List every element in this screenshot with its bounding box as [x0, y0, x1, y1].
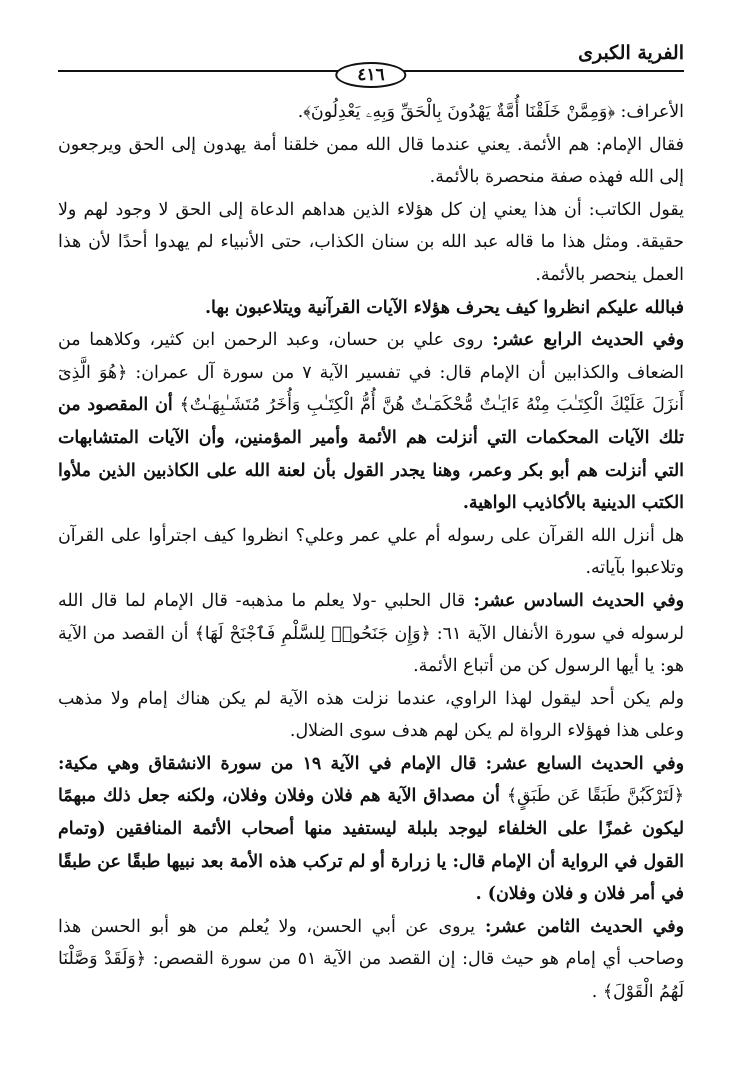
quran-verse: ﴿هُوَ الَّذِىٓ أَنزَلَ عَلَيْكَ الْكِتَـٰبَ مِنْهُ ءَايَـٰتٌ مُّحْكَمَـٰتٌ هُنَّ أُمُّ الْكِتَـٰبِ وَأُخَرُ مُتَشَـٰبِهَـٰتٌ﴾	[58, 362, 684, 416]
text-run: .	[591, 982, 603, 1003]
text-run: أن القصد من الآية هو: يا أيها الرسول كن من أتباع الأئمة.	[58, 623, 684, 677]
paragraph	[58, 96, 684, 129]
paragraph	[58, 585, 684, 683]
text-run: فقال الإمام: هم الأئمة. يعني عندما قال الله ممن خلقنا أمة يهدون إلى الحق ويرجعون إلى الله فهذه صفة منحصرة بالأئمة.	[58, 134, 684, 188]
text-run: روى علي بن حسان، وعبد الرحمن ابن كثير، وكلاهما من الضعاف والكذابين أن الإمام قال: في تفسير الآية ٧ من سورة آل عمران:	[58, 330, 685, 383]
text-run: أن مصداق الآية هم فلان وفلان وفلان، ولكنه جعل ذلك مبهمًا ليكون غمزًا على الخلفاء ليوجد بلبلة ليستفيد منها أصحاب الأئمة المنافقين (وتمام القول في الرواية أن الإمام قال: يا زرارة أو لم تركب هذه الأمة بعد نبيها طبقًا عن طبقًا في أمر فلان و فلان وفلان) .	[58, 786, 684, 905]
paragraph	[58, 748, 684, 911]
paragraph	[58, 129, 684, 194]
text-run: فبالله عليكم انظروا كيف يحرف هؤلاء الآيات القرآنية ويتلاعبون بها.	[205, 297, 684, 318]
text-run: .	[297, 102, 304, 122]
quran-verse: ﴿لَتَرْكَبُنَّ طَبَقًا عَن طَبَقٍ﴾	[506, 786, 684, 807]
text-run: هل أنزل الله القرآن على رسوله أم علي عمر وعلي؟ انظروا كيف اجترأوا على القرآن وتلاعبوا بآياته.	[58, 525, 684, 579]
paragraph	[58, 911, 684, 1009]
text-run: وفي الحديث السادس عشر:	[465, 590, 684, 611]
page-number: ٤١٦	[335, 62, 406, 88]
paragraph	[58, 324, 684, 520]
paragraph	[58, 683, 684, 748]
text-run: ولم يكن أحد ليقول لهذا الراوي، عندما نزلت هذه الآية لم يكن هناك إمام ولا مذهب وعلى هذا فهؤلاء الرواة لم يكن لهم هدف سوى الضلال.	[58, 688, 684, 742]
paragraph	[58, 520, 684, 585]
quran-verse: ﴿وَمِمَّنْ خَلَقْنَا أُمَّةٌ يَهْدُونَ بِالْحَقِّ وَبِهِۦ يَعْدِلُونَ﴾	[303, 102, 616, 122]
text-run: وفي الحديث السابع عشر: قال الإمام في الآية ١٩ من سورة الانشقاق وهي مكية:	[58, 753, 685, 774]
paragraph	[58, 292, 684, 325]
paragraph	[58, 194, 684, 292]
body-text	[58, 96, 684, 1009]
book-title: الفرية الكبرى	[578, 42, 684, 64]
quran-verse: ﴿وَإِن جَنَحُوا۟ لِلسَّلْمِ فَٱجْنَحْ لَهَا﴾	[194, 623, 431, 644]
text-run: يقول الكاتب: أن هذا يعني إن كل هؤلاء الذين هداهم الدعاة إلى الحق لا وجود لهم ولا حقيقة. ومثل هذا ما قاله عبد الله بن سنان الكذاب، حتى الأنبياء لم يهدوا أحدًا لأن هذا العمل ينحصر بالأئمة.	[58, 199, 684, 285]
book-page	[58, 0, 684, 1072]
text-run: أن المقصود من تلك الآيات المحكمات التي أنزلت هم الأئمة وأمير المؤمنين، وأن الآيات المتشابهات التي أنزلت هم أبو بكر وعمر، وهنا يجدر القول بأن لعنة الله على الكاذبين الذين ملأوا الكتب الدينية بالأكاذيب الواهية.	[58, 395, 684, 514]
text-run: قال الحلبي -ولا يعلم ما مذهبه- قال الإمام لما قال الله لرسوله في سورة الأنفال الآية ٦١:	[58, 590, 684, 644]
text-run: يروى عن أبي الحسن، ولا يُعلم من هو أبو الحسن هذا وصاحب أي إمام هو حيث قال: إن القصد من الآية ٥١ من سورة القصص:	[58, 916, 684, 970]
text-run: وفي الحديث الرابع عشر:	[483, 330, 684, 351]
text-run: الأعراف:	[615, 102, 684, 122]
quran-verse: ﴿وَلَقَدْ وَصَّلْنَا لَهُمُ الْقَوْلَ﴾	[58, 949, 684, 1003]
text-run: وفي الحديث الثامن عشر:	[474, 916, 684, 937]
